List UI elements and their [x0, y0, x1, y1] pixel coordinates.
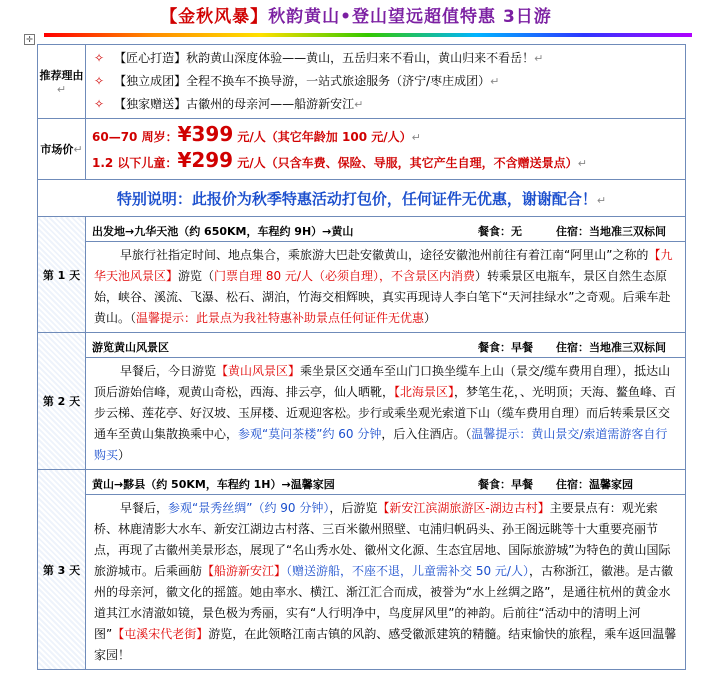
- star-icon: ✧: [94, 51, 105, 65]
- day1-meal: 餐食：无: [478, 225, 522, 238]
- price-row: [38, 119, 686, 180]
- day2-meal: 餐食：早餐: [478, 341, 533, 354]
- day1-label: 第 1 天: [38, 217, 86, 333]
- day3-description: 早餐后，参观“景秀丝绸”（约 90 分钟），后游览【新安江滨湖旅游区-湖边古村】主要景点有：观光索桥、林鹿清影大水车、新安江湖边古村落、三百米徽州照壁、屯浦归帆码头、孙王阁远眺等十大重要亮丽节点，再现了古徽州美景形态，展现了“名山秀水处、徽州文化源、生态宜居地、国际旅游城”为特色的黄山国际旅游城市。后乘画舫【船游新安江】（赠送游船，不座不退，儿童需补交 50 元/人），古称浙江，徽港。是古徽州的母亲河，徽文化的摇篮。她由率水、横江、渐江汇合而成，被誉为“水上丝绸之路”，是通往杭州的黄金水道其江水清澈如镜，景色极为秀丽，实有“人行明净中，鸟度屏风里”的神韵。后前往“活动中的清明上河图”【屯溪宋代老街】游览，在此领略江南古镇的风韵、感受徽派建筑的精髓。结束愉快的旅程，乘车返回温馨家园！: [86, 495, 686, 670]
- day2-header-row: [38, 333, 686, 358]
- table-move-handle-icon[interactable]: ✛: [24, 34, 35, 45]
- recommend-row: [38, 45, 686, 119]
- child-price-line: 1.2 以下儿童：¥299 元/人（只含车费、保险、导服，其它产生自理，不含赠送景点）↵: [92, 148, 587, 172]
- day2-description: 早餐后，今日游览【黄山风景区】乘坐景区交通车至山门口换坐缆车上山（景交/缆车费用自理），抵达山顶后游始信峰，观黄山奇松，西海、排云亭，仙人晒靴，【北海景区】，梦笔生花，、光明顶；天海、鳌鱼峰、百步云梯、莲花亭、好汉坡、玉屏楼、近观迎客松。步行或乘坐观光索道下山（缆车费用自理）而后转乘景区交通车至黄山集散换乘中心，参观“莫问茶楼”约 60 分钟，后入住酒店。（温馨提示：黄山景交/索道需游客自行购买）: [86, 358, 686, 470]
- day1-header-row: [38, 217, 686, 242]
- recommend-item-1: ✧ 【匠心打造】秋韵黄山深度体验——黄山，五岳归来不看山，黄山归来不看岳！↵: [94, 51, 544, 65]
- recommend-item-2: ✧ 【独立成团】全程不换车不换导游，一站式旅途服务（济宁/枣庄成团）↵: [94, 74, 500, 88]
- special-note: 特别说明：此报价为秋季特惠活动打包价，任何证件无优惠，谢谢配合！↵: [38, 180, 686, 217]
- rainbow-divider: [44, 33, 692, 37]
- day3-route: 黄山→黟县（约 50KM，车程约 1H）→温馨家园: [92, 478, 335, 491]
- day3-body-row: [38, 495, 686, 670]
- star-icon: ✧: [94, 74, 105, 88]
- page-title: [0, 2, 712, 27]
- day3-header-row: [38, 470, 686, 495]
- title-prefix: 【金秋风暴】: [160, 7, 269, 27]
- special-note-row: [38, 180, 686, 217]
- day2-body-row: [38, 358, 686, 470]
- day1-stay: 住宿：当地准三双标间: [556, 225, 666, 238]
- day3-label: 第 3 天: [38, 470, 86, 670]
- title-main: 秋韵黄山•登山望远超值特惠 3日游: [268, 7, 552, 27]
- day1-description: 早旅行社指定时间、地点集合，乘旅游大巴赴安徽黄山，途径安徽池州前往有着江南“阿里山”之称的【九华天池风景区】游览（门票自理 80 元/人（必须自理），不含景区内消费）转乘景区电瓶车，景区自然生态原始，峡谷、溪流、飞瀑、松石、湖泊，竹海交相辉映，真实再现诗人李白笔下“天河挂绿水”之奇观。后乘车赴黄山。（温馨提示：此景点为我社特惠补助景点任何证件无优惠）: [86, 242, 686, 333]
- day1-route: 出发地→九华天池（约 650KM，车程约 9H）→黄山: [92, 225, 354, 238]
- day3-meal: 餐食：早餐: [478, 478, 533, 491]
- day2-label: 第 2 天: [38, 333, 86, 470]
- day2-route: 游览黄山风景区: [92, 341, 169, 354]
- day2-stay: 住宿：当地准三双标间: [556, 341, 666, 354]
- star-icon: ✧: [94, 97, 105, 111]
- day1-body-row: [38, 242, 686, 333]
- itinerary-table: [37, 44, 686, 670]
- adult-price-line: 60—70 周岁：¥399 元/人（其它年龄加 100 元/人）↵: [92, 122, 421, 146]
- price-label: 市场价↵: [38, 119, 86, 180]
- recommend-label: 推荐理由↵: [38, 45, 86, 119]
- day3-stay: 住宿：温馨家园: [556, 478, 633, 491]
- recommend-item-3: ✧ 【独家赠送】古徽州的母亲河——船游新安江↵: [94, 97, 364, 111]
